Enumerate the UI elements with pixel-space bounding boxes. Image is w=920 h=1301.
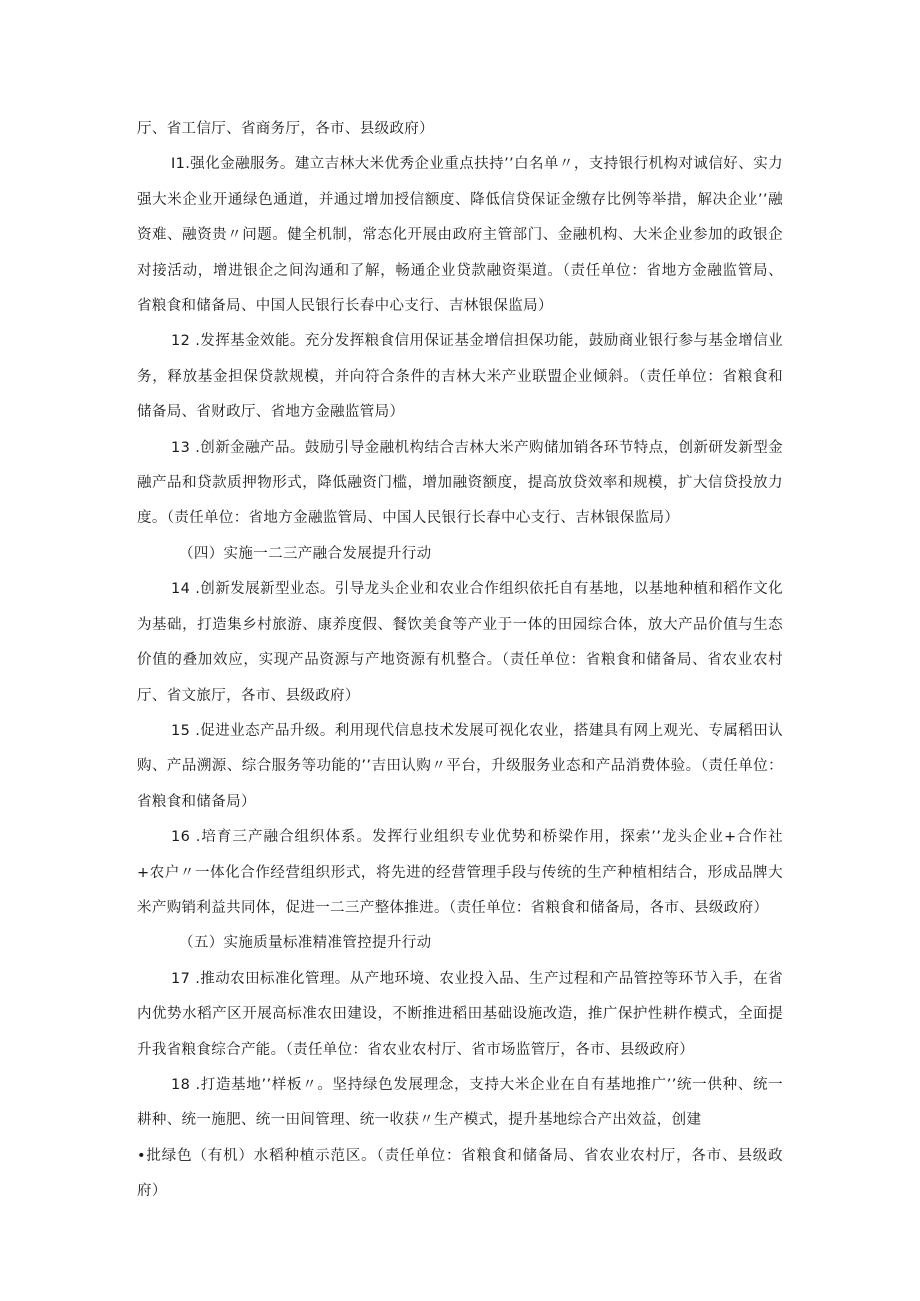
section-heading-5: （五）实施质量标准精准管控提升行动 — [179, 935, 432, 952]
paragraph-item-18: 18 .打造基地’’样板〃。坚持绿色发展理念，支持大米企业在自有基地推广’’统一供种、统一耕种、统一施肥、统一田间管理、统一收获〃生产模式，提升基地综合产出效益，创建 — [137, 1076, 783, 1129]
paragraph-item-11: I1.强化金融服务。建立吉林大米优秀企业重点扶持’’白名单〃，支持银行机构对诚信好、实力强大米企业开通绿色通道，并通过增加授信额度、降低信贷保证金缴存比例等举措，解决企业’’融资难、融资贵〃问题。健全机制，常态化开展由政府主管部门、金融机构、大米企业参加的政银企对接活动，增进银企之间沟通和了解，畅通企业贷款融资渠道。（责任单位：省地方金融监管局、省粮食和储备局、中国人民银行长春中心支行、吉林银保监局） — [137, 156, 783, 315]
paragraph-item-14: 14 .创新发展新型业态。引导龙头企业和农业合作组织依托自有基地，以基地种植和稻作文化为基础，打造集乡村旅游、康养度假、餐饮美食等产业于一体的田园综合体，放大产品价值与生态价值的叠加效应，实现产品资源与产地资源有机整合。（责任单位：省粮食和储备局、省农业农村厅、省文旅厅，各市、县级政府） — [137, 581, 783, 704]
document-body — [137, 112, 783, 1210]
paragraph-item-17: 17 .推动农田标准化管理。从产地环境、农业投入品、生产过程和产品管控等环节入手，在省内优势水稻产区开展高标准农田建设，不断推进稻田基础设施改造，推广保护性耕作模式，全面提升我省粮食综合产能。（责任单位：省农业农村厅、省市场监管厅，各市、县级政府） — [137, 970, 783, 1058]
paragraph-continuation-bottom: •批绿色（有机）水稻种植示范区。（责任单位：省粮食和储备局、省农业农村厅，各市、县级政府） — [137, 1147, 783, 1200]
paragraph-item-13: 13 .创新金融产品。鼓励引导金融机构结合吉林大米产购储加销各环节特点，创新研发新型金融产品和贷款质押物形式，降低融资门槛，增加融资额度，提高放贷效率和规模，扩大信贷投放力度。（责任单位：省地方金融监管局、中国人民银行长春中心支行、吉林银保监局） — [137, 439, 783, 527]
paragraph-continuation-top: 厅、省工信厅、省商务厅，各市、县级政府） — [137, 121, 434, 137]
paragraph-item-16: 16 .培育三产融合组织体系。发挥行业组织专业优势和桥梁作用，探索’’龙头企业+合作社+农户〃一体化合作经营组织形式，将先进的经营管理手段与传统的生产种植相结合，形成品牌大米产购销利益共同体，促进一二三产整体推进。（责任单位：省粮食和储备局，各市、县级政府） — [137, 829, 783, 916]
paragraph-item-12: 12 .发挥基金效能。充分发挥粮食信用保证基金增信担保功能，鼓励商业银行参与基金增信业务，释放基金担保贷款规模，并向符合条件的吉林大米产业联盟企业倾斜。（责任单位：省粮食和储备局、省财政厅、省地方金融监管局） — [137, 333, 783, 421]
paragraph-item-15: 15 .促进业态产品升级。利用现代信息技术发展可视化农业，搭建具有网上观光、专属稻田认购、产品溯源、综合服务等功能的’’吉田认购〃平台，升级服务业态和产品消费体验。（责任单位：省粮食和储备局） — [137, 722, 783, 810]
section-heading-4: （四）实施一二三产融合发展提升行动 — [179, 545, 432, 562]
